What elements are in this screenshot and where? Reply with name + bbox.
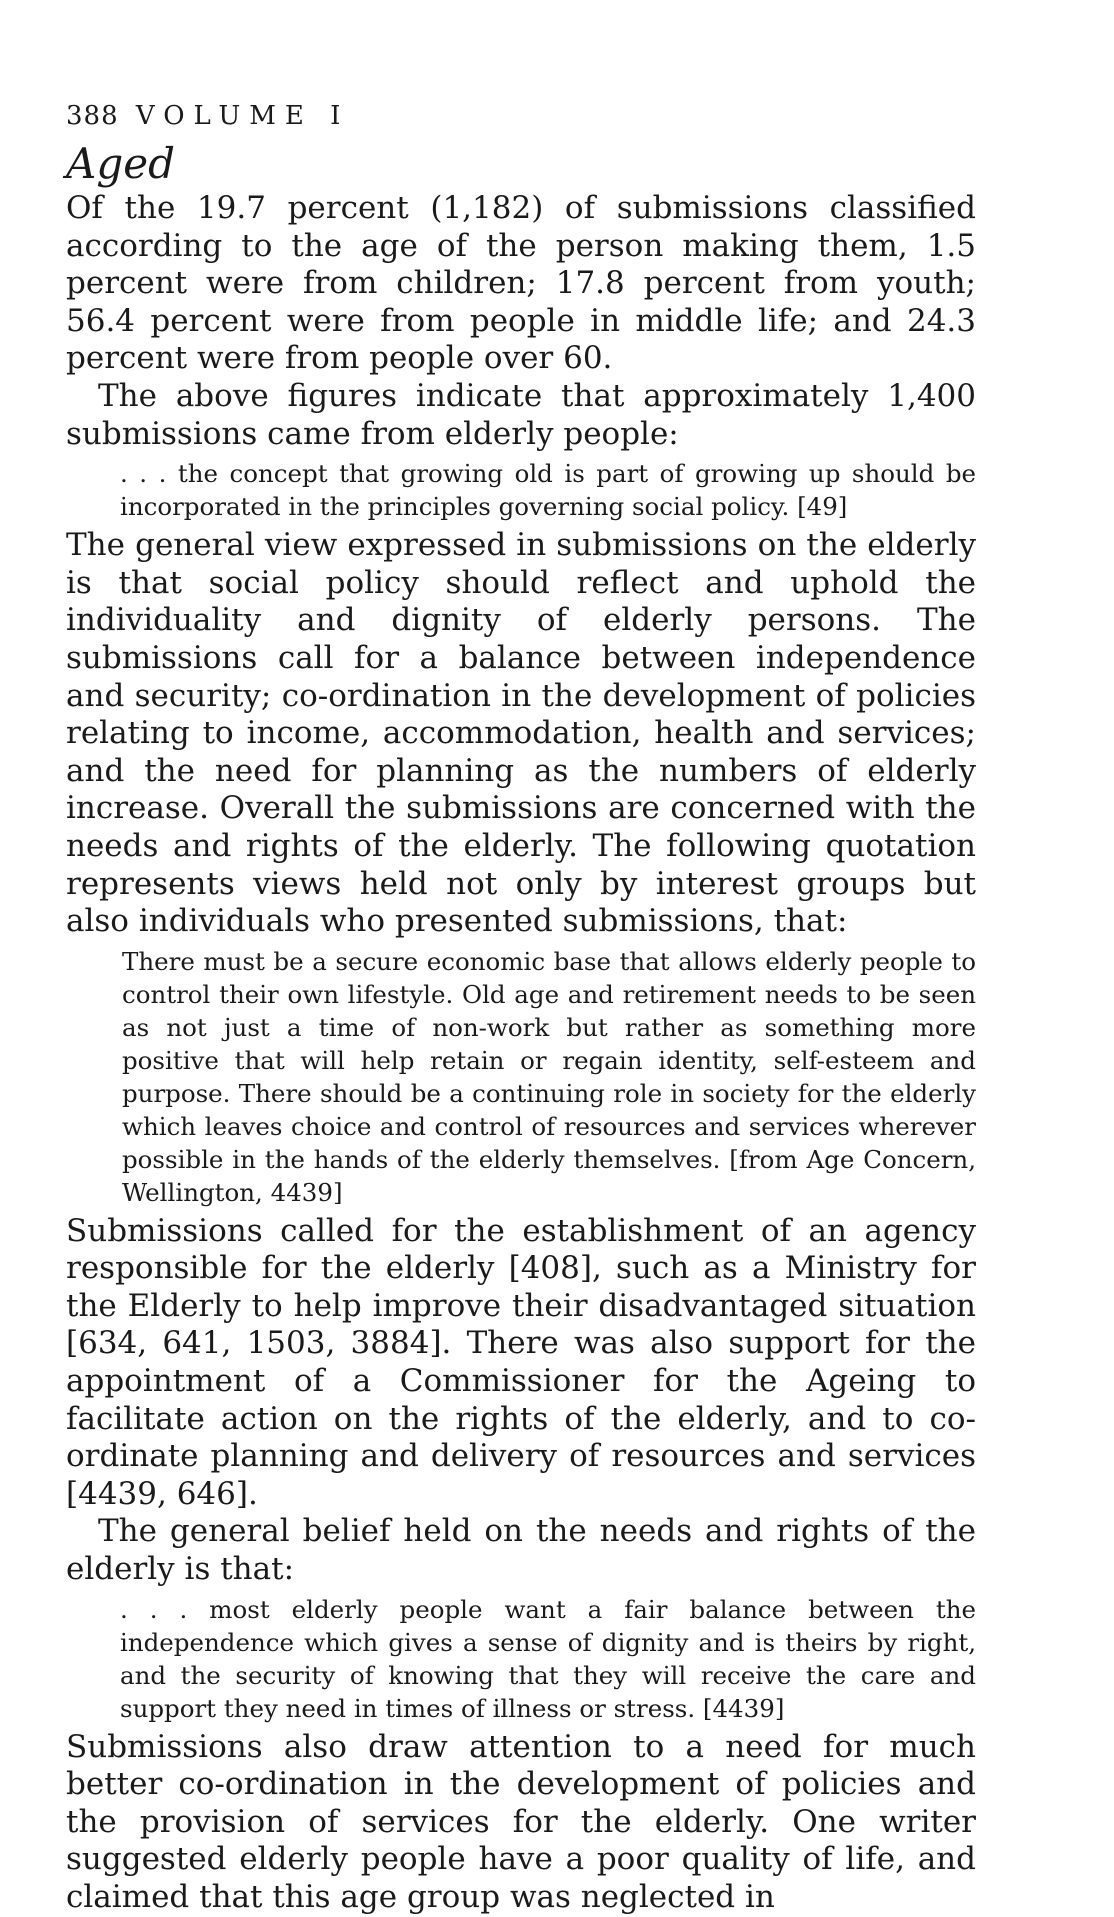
paragraph-general-view: The general view expressed in submissions on the elderly is that social policy should reflect and uphold the individuality and dignity of elderly persons. The submissions call for a balance between independence and security; co-ordination in the development of policies relating to income, accommodation, health and services; and the need for planning as the numbers of elderly increase. Overall the submissions are concerned with the needs and rights of the elderly. The following quotation represents views held not only by interest groups but also individuals who presented submissions, that: xyxy=(66,527,976,940)
section-title: Aged xyxy=(66,139,175,188)
quote-growing-old: . . . the concept that growing old is part of growing up should be incorporated in the principles governing social policy. [49] xyxy=(120,459,976,522)
quote-age-concern: There must be a secure economic base that allows elderly people to control their own lifestyle. Old age and retirement needs to be seen as not just a time of non-work but rather as something more positive that will help retain or regain identity, self-esteem and purpose. There should be a continuing role in society for the elderly which leaves choice and control of resources and services wherever possible in the hands of the elderly themselves. [from Age Concern, Wellington, 4439] xyxy=(122,946,976,1207)
paragraph-general-belief: The general belief held on the needs and rights of the elderly is that: xyxy=(66,1513,976,1588)
paragraph-coordination: Submissions also draw attention to a need for much better co-ordination in the development of policies and the provision of services for the elderly. One writer suggested elderly people have a poor quality of life, and claimed that this age group was neglected in xyxy=(66,1728,976,1915)
running-head xyxy=(66,100,976,132)
quote-fair-balance: . . . most elderly people want a fair balance between the independence which gives a sense of dignity and is theirs by right, and the security of knowing that they will receive the care and support they need in times of illness or stress. [4439] xyxy=(120,1594,976,1723)
paragraph-age-breakdown: Of the 19.7 percent (1,182) of submissions classified according to the age of the person making them, 1.5 percent were from children; 17.8 percent from youth; 56.4 percent were from people in middle life; and 24.3 percent were from people over 60. xyxy=(66,190,976,377)
volume-label: VOLUME I xyxy=(135,101,350,131)
paragraph-elderly-count: The above figures indicate that approximately 1,400 submissions came from elderly people: xyxy=(66,377,976,452)
paragraph-agency: Submissions called for the establishment of an agency responsible for the elderly [408], such as a Ministry for the Elderly to help improve their disadvantaged situation [634, 641, 1503, 3884]. There was also support for the appointment of a Commissioner for the Ageing to facilitate action on the rights of the elderly, and to co-ordinate planning and delivery of resources and services [4439, 646]. xyxy=(66,1212,976,1512)
page xyxy=(66,100,976,1917)
page-number: 388 xyxy=(66,101,119,131)
